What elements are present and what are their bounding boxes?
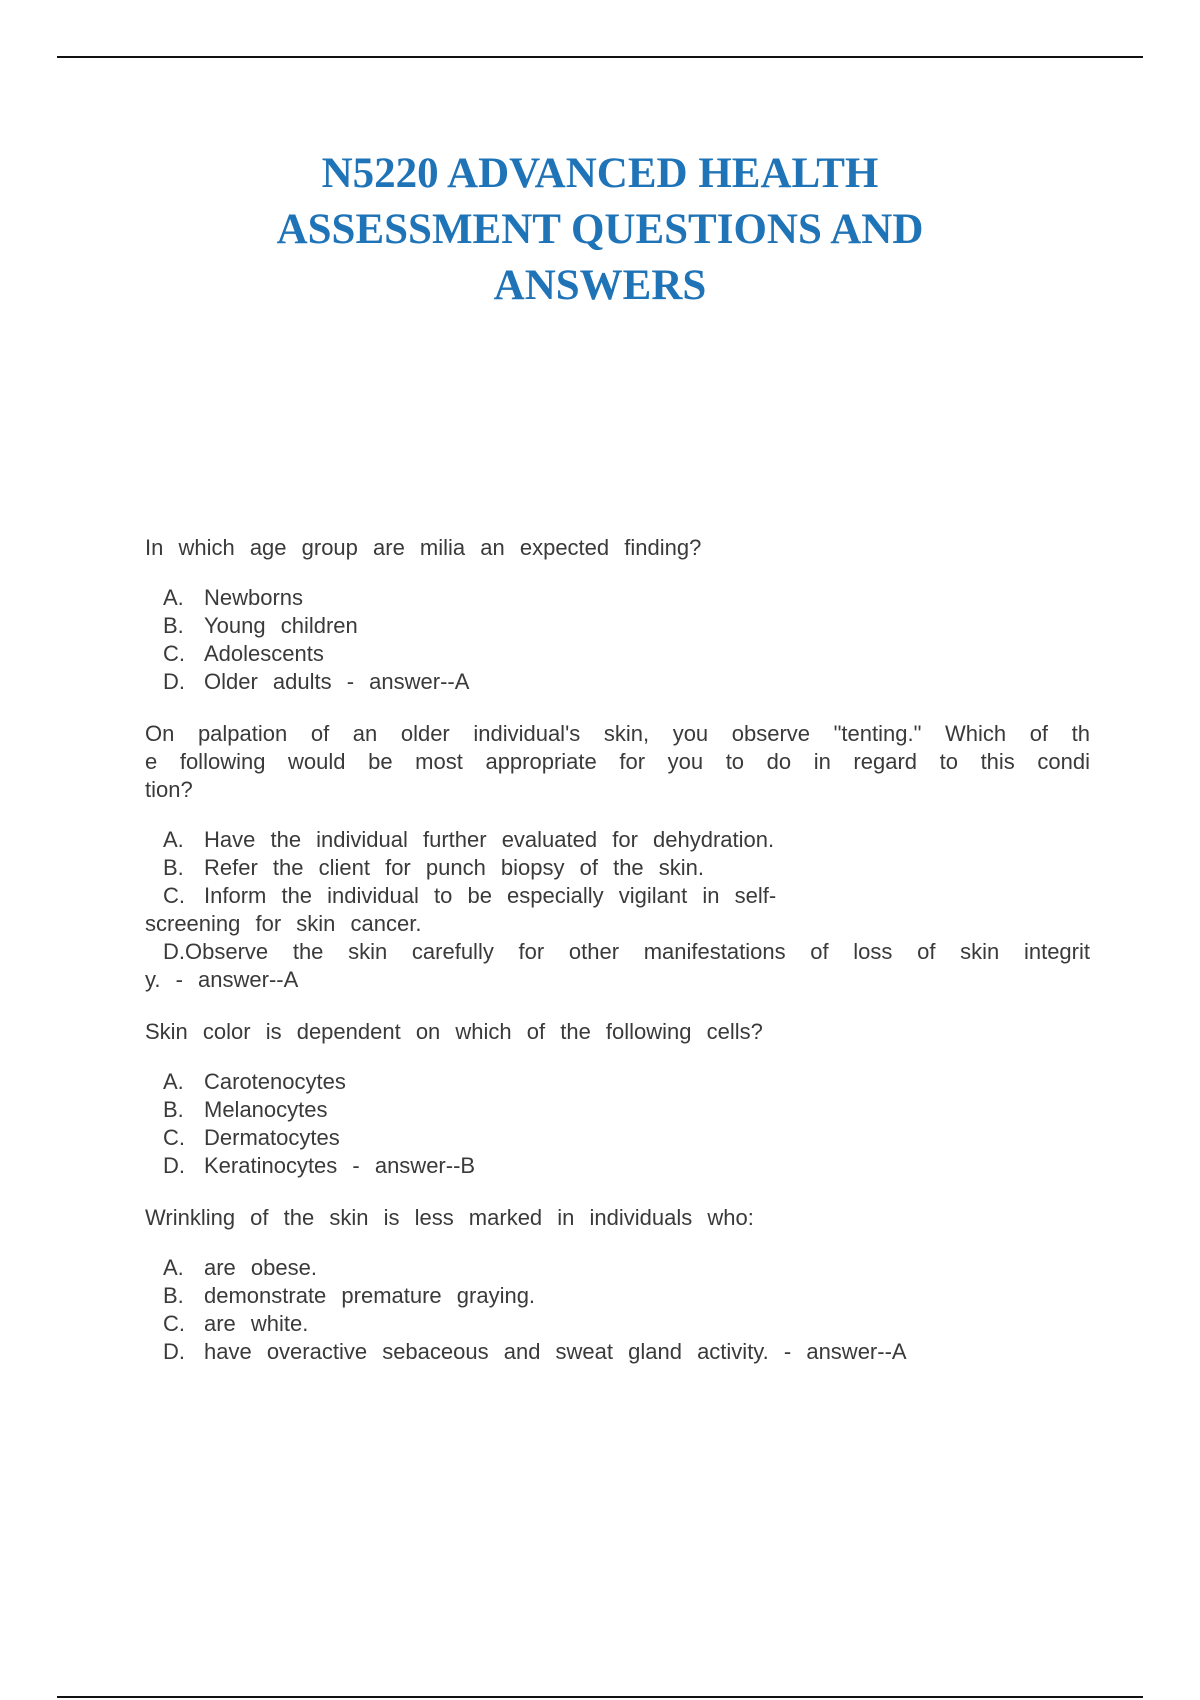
option-text: Melanocytes <box>204 1097 328 1122</box>
answer-options <box>145 584 1090 696</box>
option-item <box>145 584 1090 612</box>
title-line: ANSWERS <box>493 262 707 309</box>
question-text: Wrinkling of the skin is less marked in individuals who: <box>145 1205 754 1230</box>
question-text: In which age group are milia an expected finding? <box>145 535 702 560</box>
option-letter: C. <box>163 883 185 908</box>
option-text: Keratinocytes - answer--B <box>204 1153 476 1178</box>
option-item <box>145 826 1090 854</box>
question-text <box>145 720 1090 804</box>
title-line: ASSESSMENT QUESTIONS AND <box>276 206 924 253</box>
option-text: Have the individual further evaluated for dehydration. <box>204 827 775 852</box>
option-letter: A. <box>163 1069 184 1094</box>
answer-options <box>145 826 1090 994</box>
option-continuation: y. - answer--A <box>145 967 299 992</box>
option-letter: A. <box>163 585 184 610</box>
option-item: D.Observe the skin carefully for other manifestations of loss of skin integrit <box>163 939 1090 964</box>
option-letter: B. <box>163 613 184 638</box>
option-item <box>145 1124 1090 1152</box>
option-letter: B. <box>163 855 184 880</box>
question-line: On palpation of an older individual's skin, you observe "tenting." Which of th <box>145 721 1090 746</box>
answer-options <box>145 1068 1090 1180</box>
option-text: have overactive sebaceous and sweat gland activity. - answer--A <box>204 1339 907 1364</box>
document-title <box>100 146 1100 314</box>
option-text: Older adults - answer--A <box>204 669 470 694</box>
option-item <box>145 882 1090 910</box>
option-text: are white. <box>204 1311 309 1336</box>
option-letter: C. <box>163 641 185 666</box>
option-item <box>145 1254 1090 1282</box>
option-text: Young children <box>204 613 358 638</box>
option-letter: D. <box>163 1153 185 1178</box>
option-letter: B. <box>163 1097 184 1122</box>
option-letter: B. <box>163 1283 184 1308</box>
option-letter: C. <box>163 1125 185 1150</box>
option-item <box>145 854 1090 882</box>
option-item <box>145 1152 1090 1180</box>
option-item <box>145 668 1090 696</box>
option-continuation: screening for skin cancer. <box>145 911 422 936</box>
answer-options <box>145 1254 1090 1366</box>
questions-body <box>145 534 1090 1390</box>
option-letter: D. <box>163 1339 185 1364</box>
option-text: are obese. <box>204 1255 317 1280</box>
option-item <box>145 1096 1090 1124</box>
option-letter: A. <box>163 1255 184 1280</box>
header-rule <box>57 56 1143 58</box>
option-text: Dermatocytes <box>204 1125 340 1150</box>
option-item <box>145 1338 1090 1366</box>
option-text: demonstrate premature graying. <box>204 1283 536 1308</box>
option-item <box>145 1282 1090 1310</box>
footer-rule <box>57 1696 1143 1698</box>
question-line: e following would be most appropriate for you to do in regard to this condi <box>145 749 1090 774</box>
question-text: Skin color is dependent on which of the following cells? <box>145 1019 763 1044</box>
option-letter: C. <box>163 1311 185 1336</box>
option-text: Adolescents <box>204 641 324 666</box>
option-item <box>145 640 1090 668</box>
question-line: tion? <box>145 777 193 802</box>
option-text: Newborns <box>204 585 304 610</box>
option-text: Carotenocytes <box>204 1069 346 1094</box>
option-item <box>145 612 1090 640</box>
option-text: Inform the individual to be especially vigilant in self- <box>204 883 777 908</box>
option-item <box>145 1068 1090 1096</box>
title-line: N5220 ADVANCED HEALTH <box>321 150 879 197</box>
option-text: Refer the client for punch biopsy of the skin. <box>204 855 705 880</box>
option-letter: D. <box>163 669 185 694</box>
option-item <box>145 1310 1090 1338</box>
option-letter: A. <box>163 827 184 852</box>
